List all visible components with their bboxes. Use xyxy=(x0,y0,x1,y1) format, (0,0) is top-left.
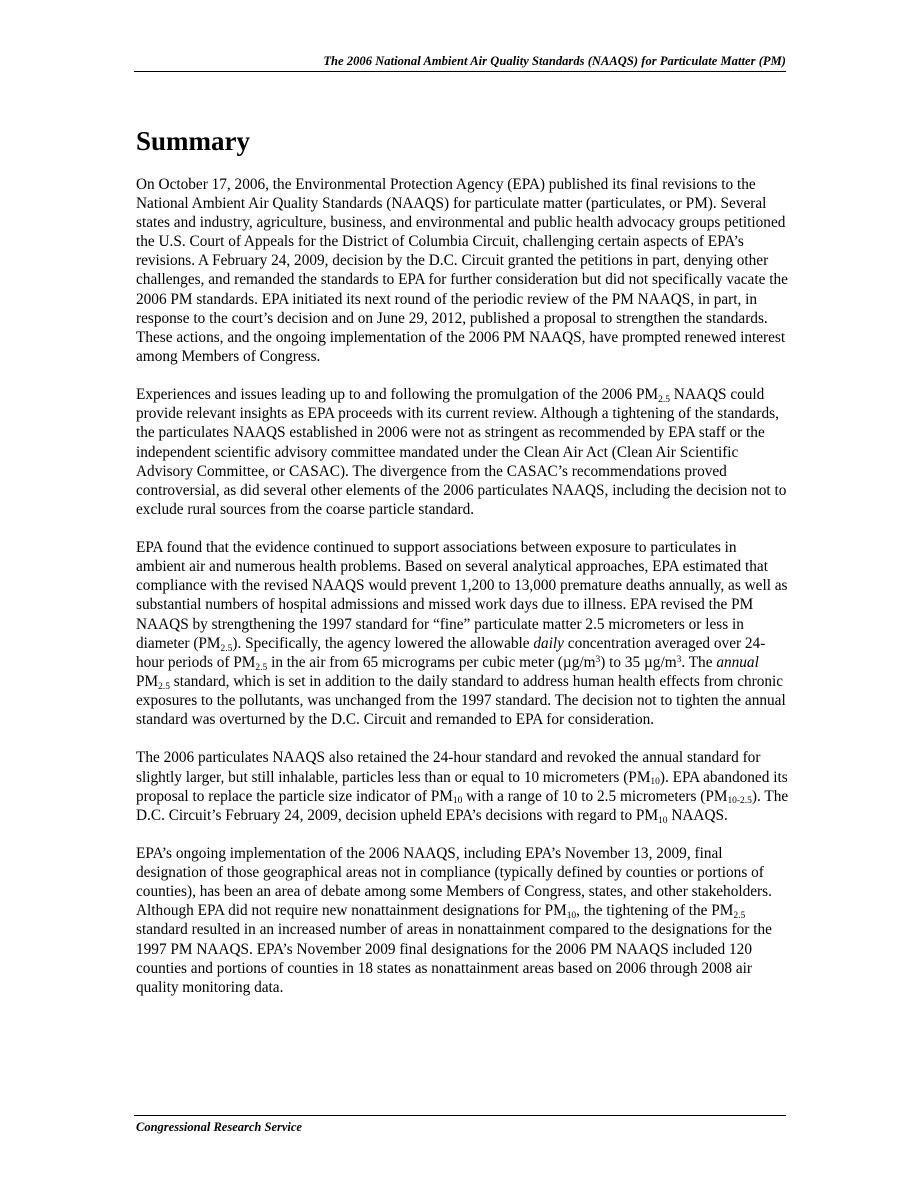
paragraph-3: EPA found that the evidence continued to support associations between exposure to particulates in ambient air and numerous health problems. Based on several analytical approaches, EPA estimated that compliance with the revised NAAQS would prevent 1,200 to 13,000 premature deaths annually, as well as substantial numbers of hospital admissions and missed work days due to illness. EPA revised the PM NAAQS by strengthening the 1997 standard for “fine” particulate matter 2.5 micrometers or less in diameter $(PM_{2.5})$. Specifically, the agency lowered the allowable daily concentration averaged over 24-hour periods of $PM_{2.5}$ in the air from 65 micrograms per cubic meter $(\mu g/m^3)$ to 35 $\mu g/m^3$. The annual $PM_{2.5}$ standard, which is set in addition to the daily standard to address human health effects from chronic exposures to the pollutants, was unchanged from the 1997 standard. The decision not to tighten the annual standard was overturned by the D.C. Circuit and remanded to EPA for consideration. xyxy=(136,539,788,729)
page-title: Summary xyxy=(136,126,250,156)
footer-rule xyxy=(134,1115,786,1116)
body-text xyxy=(136,175,789,1016)
running-footer: Congressional Research Service xyxy=(136,1120,302,1134)
running-header: The 2006 National Ambient Air Quality Standards (NAAQS) for Particulate Matter (PM) xyxy=(323,54,786,68)
header-rule xyxy=(134,71,786,72)
paragraph-4: The 2006 particulates NAAQS also retained the 24-hour standard and revoked the annual standard for slightly larger, but still inhalable, particles less than or equal to 10 micrometers $(PM_{10})$. EPA abandoned its proposal to replace the particle size indicator of $PM_{10}$ with a range of 10 to 2.5 micrometers $(PM_{10-2.5})$. The D.C. Circuit’s February 24, 2009, decision upheld EPA’s decisions with regard to $PM_{10}$ NAAQS. xyxy=(136,749,789,826)
paragraph-1: On October 17, 2006, the Environmental Protection Agency (EPA) published its final revisions to the National Ambient Air Quality Standards (NAAQS) for particulate matter (particulates, or PM). Several states and industry, agriculture, business, and environmental and public health advocacy groups petitioned the U.S. Court of Appeals for the District of Columbia Circuit, challenging certain aspects of EPA’s revisions. A February 24, 2009, decision by the D.C. Circuit granted the petitions in part, denying other challenges, and remanded the standards to EPA for further consideration but did not specifically vacate the 2006 PM standards. EPA initiated its next round of the periodic review of the PM NAAQS, in part, in response to the court’s decision and on June 29, 2012, published a proposal to strengthen the standards. These actions, and the ongoing implementation of the 2006 PM NAAQS, have prompted renewed interest among Members of Congress. xyxy=(136,176,788,365)
paragraph-2: Experiences and issues leading up to and following the promulgation of the 2006 $PM_{2.5}$ NAAQS could provide relevant insights as EPA proceeds with its current review. Although a tightening of the standards, the particulates NAAQS established in 2006 were not as stringent as recommended by EPA staff or the independent scientific advisory committee mandated under the Clean Air Act (Clean Air Scientific Advisory Committee, or CASAC). The divergence from the CASAC’s recommendations proved controversial, as did several other elements of the 2006 particulates NAAQS, including the decision not to exclude rural sources from the coarse particle standard. xyxy=(136,386,787,518)
paragraph-5: EPA’s ongoing implementation of the 2006 NAAQS, including EPA’s November 13, 2009, final designation of those geographical areas not in compliance (typically defined by counties or portions of counties), has been an area of debate among some Members of Congress, states, and other stakeholders. Although EPA did not require new nonattainment designations for $PM_{10}$, the tightening of the $PM_{2.5}$ standard resulted in an increased number of areas in nonattainment compared to the designations for the 1997 PM NAAQS. EPA’s November 2009 final designations for the 2006 PM NAAQS included 120 counties and portions of counties in 18 states as nonattainment areas based on 2006 through 2008 air quality monitoring data. xyxy=(136,845,772,996)
